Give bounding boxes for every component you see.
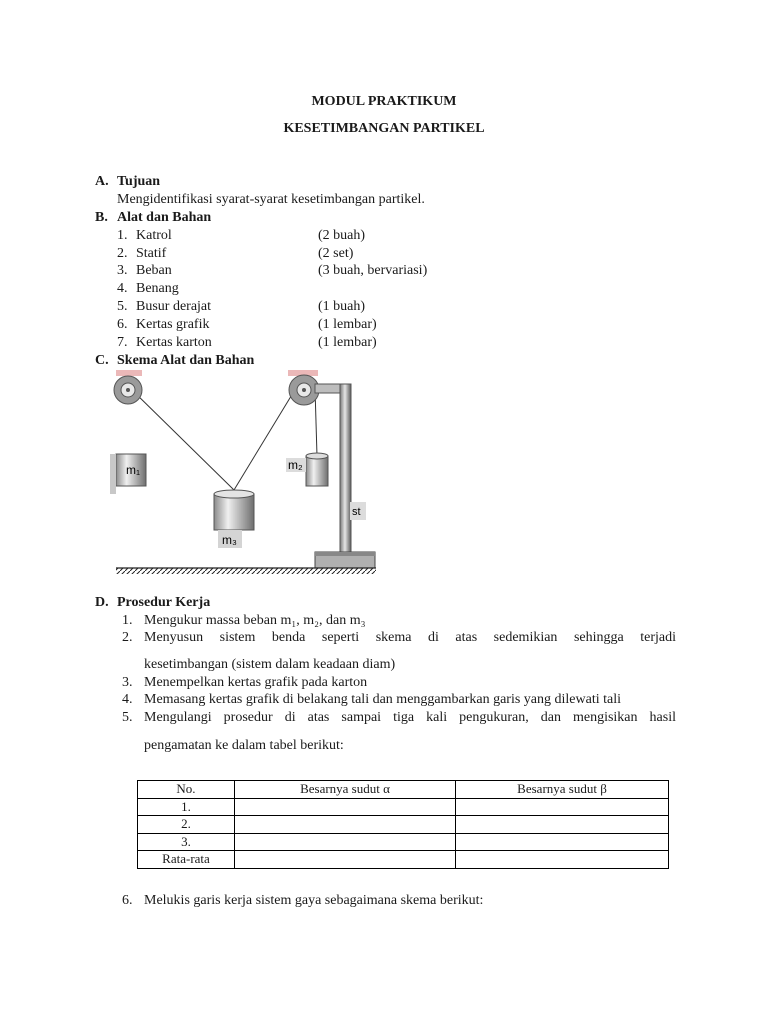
table-header: No. xyxy=(138,781,235,799)
left-pulley xyxy=(114,370,142,404)
table-header: Besarnya sudut α xyxy=(235,781,456,799)
label-m2: m₂ xyxy=(288,458,303,472)
table-cell xyxy=(456,798,669,816)
list-item-quantity: (3 buah, bervariasi) xyxy=(318,263,428,278)
table-header-row xyxy=(138,781,669,799)
floor xyxy=(116,568,376,574)
table-cell xyxy=(235,798,456,816)
section-a-text: Mengidentifikasi syarat-syarat kesetimbangan partikel. xyxy=(117,192,425,207)
list-item-name: Katrol xyxy=(136,228,172,243)
list-item-name: Benang xyxy=(136,281,179,296)
section-b-label: B. xyxy=(95,210,108,225)
step-text-continued: kesetimbangan (sistem dalam keadaan diam) xyxy=(144,657,396,672)
list-item-quantity: (2 buah) xyxy=(318,228,366,243)
step-number: 4. xyxy=(122,692,133,707)
table-cell xyxy=(235,851,456,869)
table-cell xyxy=(235,816,456,834)
step-text: Memasang kertas grafik di belakang tali dan menggambarkan garis yang dilewati tali xyxy=(144,692,622,707)
step-number: 2. xyxy=(122,630,133,645)
step-number: 6. xyxy=(122,893,133,908)
section-d-title: Prosedur Kerja xyxy=(117,595,211,610)
list-item-quantity: (1 lembar) xyxy=(318,317,377,332)
list-item-name: Statif xyxy=(136,246,167,261)
list-item-name: Busur derajat xyxy=(136,299,212,314)
step-text: Menempelkan kertas grafik pada karton xyxy=(144,675,368,690)
table-cell xyxy=(456,816,669,834)
step-number: 5. xyxy=(122,710,133,725)
step-number: 3. xyxy=(122,675,133,690)
step-text-continued: pengamatan ke dalam tabel berikut: xyxy=(144,738,344,753)
observation-table xyxy=(137,780,669,869)
label-m3: m₃ xyxy=(222,533,237,547)
label-statif: st xyxy=(352,506,361,518)
list-item-quantity: (1 lembar) xyxy=(318,335,377,350)
list-item-number: 6. xyxy=(117,317,128,332)
step-text: Mengulangi prosedur di atas sampai tiga kali pengukuran, dan mengisikan hasil xyxy=(144,710,676,725)
section-c-label: C. xyxy=(95,353,109,368)
list-item-name: Kertas karton xyxy=(136,335,212,350)
equilibrium-apparatus-diagram xyxy=(110,366,380,580)
step-text: Melukis garis kerja sistem gaya sebagaimana skema berikut: xyxy=(144,893,484,908)
document-title: MODUL PRAKTIKUM xyxy=(311,94,457,109)
section-d-label: D. xyxy=(95,595,109,610)
table-cell xyxy=(456,851,669,869)
table-row xyxy=(138,833,669,851)
table-cell: Rata-rata xyxy=(138,851,235,869)
list-item-number: 4. xyxy=(117,281,128,296)
step-text: Mengukur massa beban m₁, m₂, dan m₃ xyxy=(144,613,366,628)
document-subtitle: KESETIMBANGAN PARTIKEL xyxy=(283,121,485,136)
table-cell xyxy=(235,833,456,851)
step-number: 1. xyxy=(122,613,133,628)
list-item-name: Kertas grafik xyxy=(136,317,210,332)
table-row xyxy=(138,851,669,869)
strings xyxy=(130,388,317,494)
table-cell: 3. xyxy=(138,833,235,851)
table-cell: 1. xyxy=(138,798,235,816)
table-row xyxy=(138,816,669,834)
list-item-number: 7. xyxy=(117,335,128,350)
section-b-title: Alat dan Bahan xyxy=(117,210,212,225)
table-row xyxy=(138,798,669,816)
label-m1: m₁ xyxy=(126,463,141,477)
list-item-number: 3. xyxy=(117,263,128,278)
table-header: Besarnya sudut β xyxy=(456,781,669,799)
list-item-quantity: (2 set) xyxy=(318,246,354,261)
step-text: Menyusun sistem benda seperti skema di atas sedemikian sehingga terjadi xyxy=(144,630,676,645)
section-a-title: Tujuan xyxy=(117,174,161,189)
section-a-label: A. xyxy=(95,174,109,189)
section-c-title: Skema Alat dan Bahan xyxy=(117,353,255,368)
list-item-number: 1. xyxy=(117,228,128,243)
table-cell: 2. xyxy=(138,816,235,834)
list-item-name: Beban xyxy=(136,263,172,278)
table-cell xyxy=(456,833,669,851)
list-item-number: 2. xyxy=(117,246,128,261)
list-item-number: 5. xyxy=(117,299,128,314)
list-item-quantity: (1 buah) xyxy=(318,299,366,314)
